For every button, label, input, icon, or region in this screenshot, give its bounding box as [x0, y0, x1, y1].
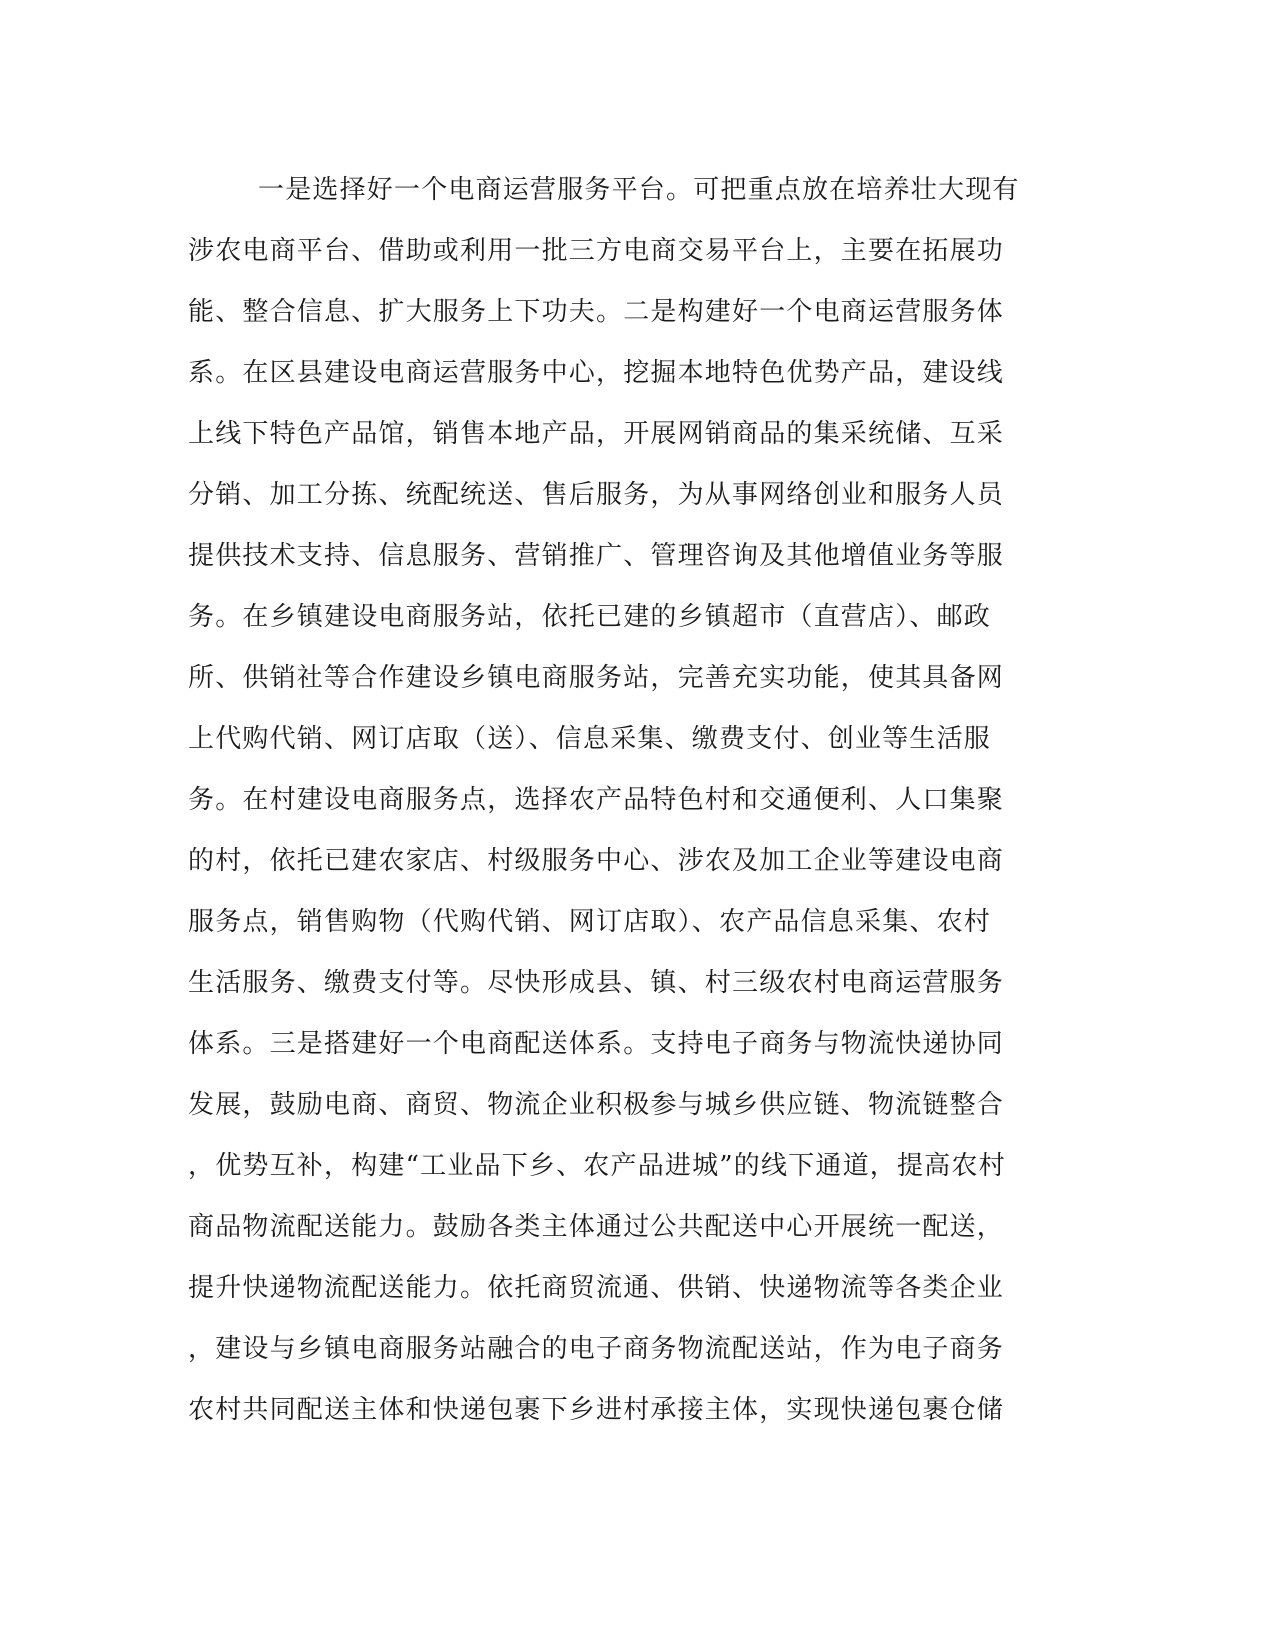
text-line: 商品物流配送能力。鼓励各类主体通过公共配送中心开展统一配送， [188, 1212, 1005, 1242]
text-line: 提供技术支持、信息服务、营销推广、管理咨询及其他增值业务等服 [188, 541, 1005, 571]
text-line: 所、供销社等合作建设乡镇电商服务站，完善充实功能，使其具备网 [188, 663, 1005, 693]
text-line: 系。在区县建设电商运营服务中心，挖掘本地特色优势产品，建设线 [188, 358, 1005, 388]
text-line: 务。在乡镇建设电商服务站，依托已建的乡镇超市（直营店）、邮政 [188, 602, 992, 632]
text-line: 服务点，销售购物（代购代销、网订店取）、农产品信息采集、农村 [188, 907, 992, 937]
text-line: 能、整合信息、扩大服务上下功夫。二是构建好一个电商运营服务体 [188, 297, 1005, 327]
text-line: 体系。三是搭建好一个电商配送体系。支持电子商务与物流快递协同 [188, 1029, 1005, 1059]
text-line: ，优势互补，构建“工业品下乡、农产品进城”的线下通道，提高农村 [188, 1151, 1006, 1181]
text-line: 农村共同配送主体和快递包裹下乡进村承接主体，实现快递包裹仓储 [188, 1395, 1005, 1425]
text-line: 务。在村建设电商服务点，选择农产品特色村和交通便利、人口集聚 [188, 785, 1005, 815]
text-line: 上代购代销、网订店取（送）、信息采集、缴费支付、创业等生活服 [188, 724, 992, 754]
text-line: 发展，鼓励电商、商贸、物流企业积极参与城乡供应链、物流链整合 [188, 1090, 1005, 1120]
text-line: 生活服务、缴费支付等。尽快形成县、镇、村三级农村电商运营服务 [188, 968, 1005, 998]
text-line: 的村，依托已建农家店、村级服务中心、涉农及加工企业等建设电商 [188, 846, 1005, 876]
body-paragraph [188, 160, 1068, 1441]
text-line: 涉农电商平台、借助或利用一批三方电商交易平台上，主要在拓展功 [188, 236, 1005, 266]
text-line: ，建设与乡镇电商服务站融合的电子商务物流配送站，作为电子商务 [188, 1334, 1005, 1364]
text-line: 一是选择好一个电商运营服务平台。可把重点放在培养壮大现有 [258, 175, 1020, 205]
text-line: 提升快递物流配送能力。依托商贸流通、供销、快递物流等各类企业 [188, 1273, 1005, 1303]
text-line: 分销、加工分拣、统配统送、售后服务，为从事网络创业和服务人员 [188, 480, 1005, 510]
text-line: 上线下特色产品馆，销售本地产品，开展网销商品的集采统储、互采 [188, 419, 1005, 449]
